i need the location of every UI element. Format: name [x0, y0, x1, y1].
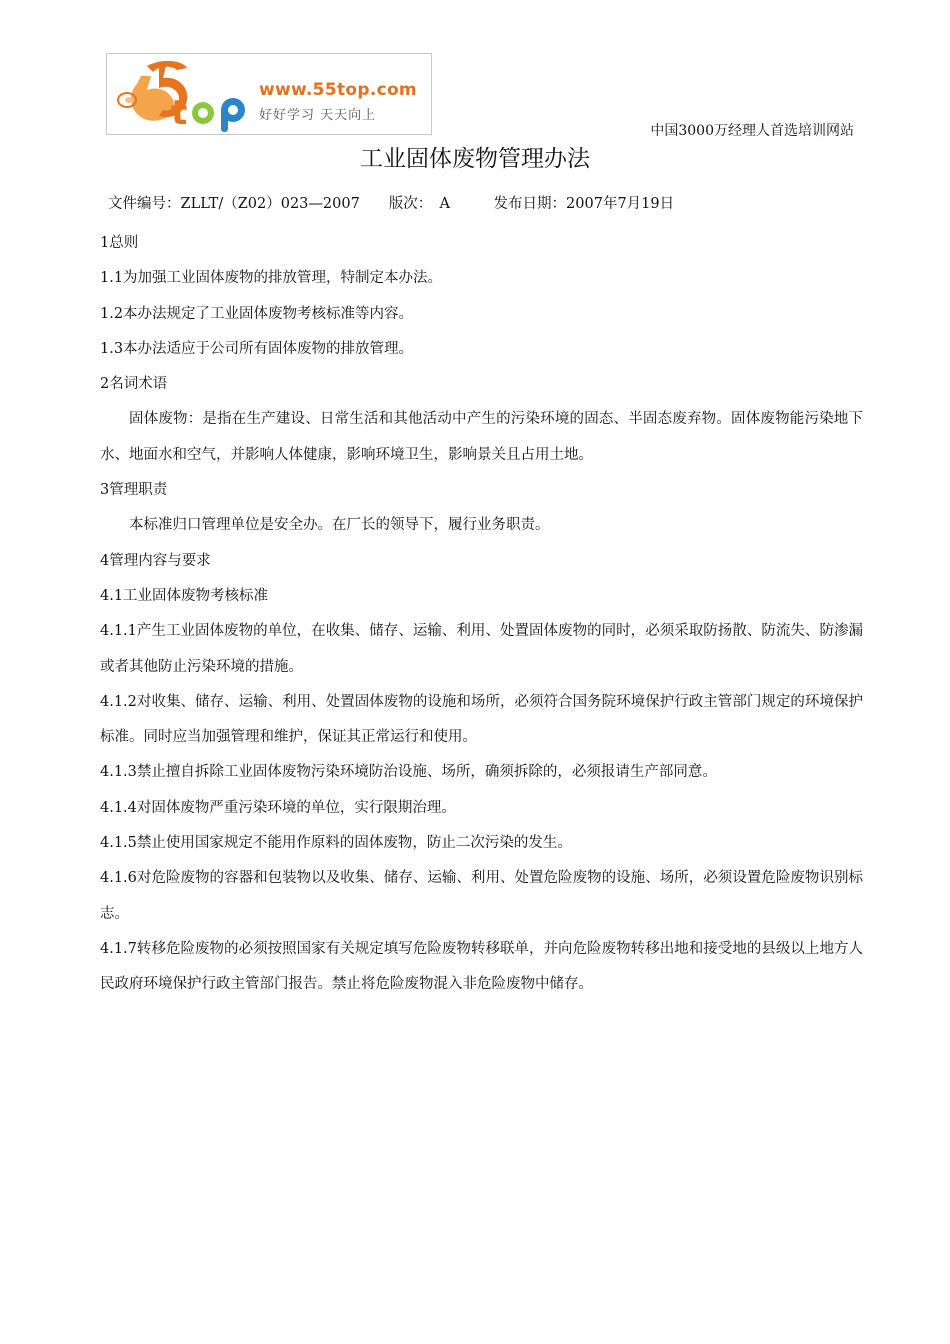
document-meta	[108, 192, 674, 213]
clause-1-3: 1.3本办法适应于公司所有固体废物的排放管理。	[100, 340, 414, 357]
doc-number: 文件编号：ZLLT/（Z02）023—2007	[108, 196, 360, 212]
clause-1-1: 1.1为加强工业固体废物的排放管理，特制定本办法。	[100, 270, 443, 287]
clause-4-1-7: 4.1.7转移危险废物的必须按照国家有关规定填写危险废物转移联单，并向危险废物转移出地和接受地的县级以上地方人民政府环境保护行政主管部门报告。禁止将危险废物混入非危险废物中储存。	[100, 940, 863, 993]
site-tagline: 中国3000万经理人首选培训网站	[650, 123, 854, 139]
logo-slogan: 好好学习 天天向上	[259, 108, 377, 123]
clause-4-1-4: 4.1.4对固体废物严重污染环境的单位，实行限期治理。	[100, 799, 456, 816]
publish-date: 发布日期：2007年7月19日	[493, 196, 675, 212]
logo-banner[interactable]	[106, 53, 432, 135]
clause-1-2: 1.2本办法规定了工业固体废物考核标准等内容。	[100, 305, 414, 322]
clause-4-1-6: 4.1.6对危险废物的容器和包装物以及收集、储存、运输、利用、处置危险废物的设施、场所，必须设置危险废物识别标志。	[100, 870, 863, 922]
section-heading-3: 3管理职责	[100, 482, 168, 499]
svg-text:t: t	[171, 93, 188, 133]
document-body	[100, 226, 863, 1003]
subsection-heading-4-1: 4.1工业固体废物考核标准	[100, 587, 269, 604]
clause-4-1-2: 4.1.2对收集、储存、运输、利用、处置固体废物的设施和场所，必须符合国务院环境保护行政主管部门规定的环境保护标准。同时应当加强管理和维护，保证其正常运行和使用。	[100, 693, 863, 746]
doc-version: 版次： A	[388, 196, 451, 212]
clause-4-1-5: 4.1.5禁止使用国家规定不能用作原料的固体废物，防止二次污染的发生。	[100, 835, 572, 852]
logo-url: www.55top.com	[259, 80, 417, 100]
definition-paragraph: 固体废物：是指在生产建设、日常生活和其他活动中产生的污染环境的固态、半固态废弃物。固体废物能污染地下水、地面水和空气，并影响人体健康，影响环境卫生，影响景关且占用土地。	[100, 411, 863, 463]
responsibility-paragraph: 本标准归口管理单位是安全办。在厂长的领导下，履行业务职责。	[129, 517, 550, 534]
document-title: 工业固体废物管理办法	[360, 146, 590, 172]
clause-4-1-3: 4.1.3禁止擅自拆除工业固体废物污染环境防治设施、场所，确须拆除的，必须报请生产部同意。	[100, 764, 717, 781]
section-heading-4: 4管理内容与要求	[100, 552, 211, 569]
section-heading-2: 2名词术语	[100, 376, 168, 393]
clause-4-1-1: 4.1.1产生工业固体废物的单位，在收集、储存、运输、利用、处置固体废物的同时，必须采取防扬散、防流失、防渗漏或者其他防止污染环境的措施。	[100, 623, 863, 675]
section-heading-1: 1总则	[100, 235, 139, 251]
